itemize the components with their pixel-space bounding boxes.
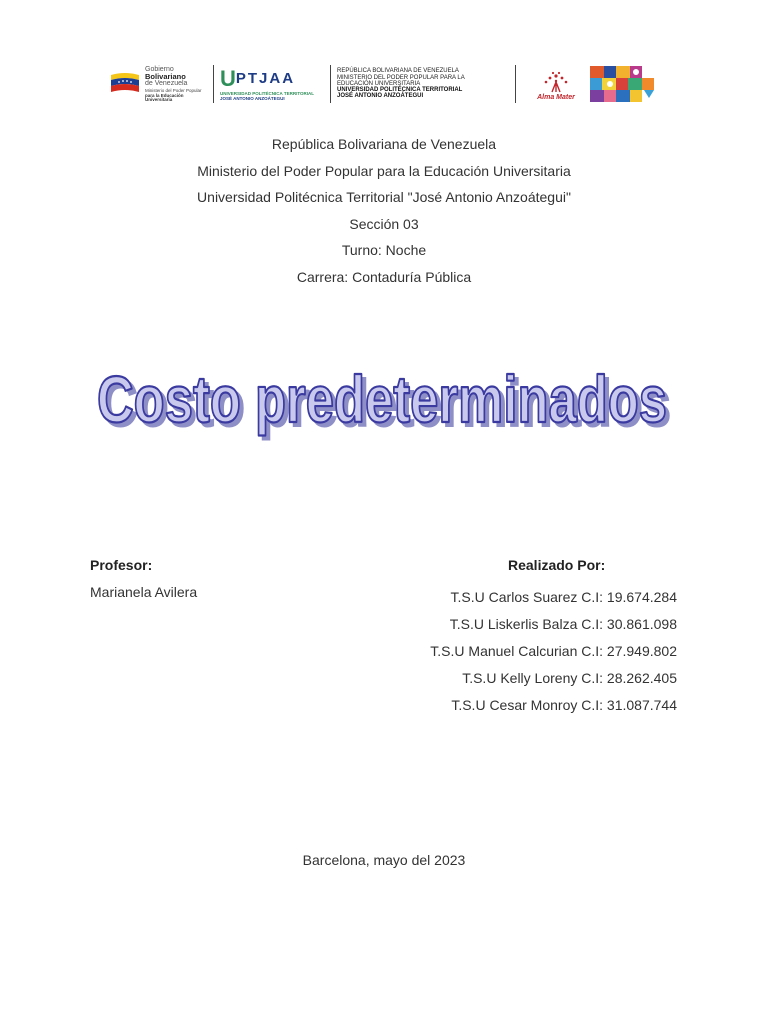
profesor-label: Profesor: xyxy=(90,557,153,573)
uptjaa-mark-text: PTJAA xyxy=(235,70,296,87)
document-header xyxy=(0,131,768,290)
alma-mater-logo xyxy=(528,64,584,104)
rbv-line2: MINISTERIO DEL PODER POPULAR PARA LA xyxy=(337,74,465,81)
university-line: Universidad Politécnica Territorial "José Antonio Anzoátegui" xyxy=(197,189,571,205)
country-line: República Bolivariana de Venezuela xyxy=(271,136,497,152)
gobierno-bolivariano-logo xyxy=(109,64,207,104)
author-item: T.S.U Kelly Loreny C.I: 28.262.405 xyxy=(462,670,677,686)
profesor-name: Marianela Avilera xyxy=(90,584,198,600)
gobierno-line3: de Venezuela xyxy=(145,80,188,87)
author-item: T.S.U Cesar Monroy C.I: 31.087.744 xyxy=(451,697,677,713)
place-and-date: Barcelona, mayo del 2023 xyxy=(302,852,466,868)
career-line: Carrera: Contaduría Pública xyxy=(296,268,472,285)
rbv-line4: UNIVERSIDAD POLITÉCNICA TERRITORIAL xyxy=(337,87,463,94)
logo-divider xyxy=(213,65,214,103)
venezuela-flag-emblem-icon xyxy=(109,71,141,97)
gobierno-line5: para la Educación Universitaria xyxy=(145,92,184,102)
gobierno-line1: Gobierno xyxy=(145,65,174,73)
author-item: T.S.U Liskerlis Balza C.I: 30.861.098 xyxy=(449,616,677,632)
uptjaa-mark-u: U xyxy=(220,65,236,91)
ministry-line: Ministerio del Poder Popular para la Educación Universitaria xyxy=(197,162,571,179)
rbv-line1: REPÚBLICA BOLIVARIANA DE VENEZUELA xyxy=(337,68,459,75)
uptjaa-subtitle-2: JOSÉ ANTONIO ANZOÁTEGUI xyxy=(220,95,285,101)
logo-banner xyxy=(109,62,659,106)
section-line: Sección 03 xyxy=(349,215,419,232)
title-text: Costo predeterminados xyxy=(97,362,667,436)
rbv-line3: EDUCACIÓN UNIVERSITARIA xyxy=(337,80,421,87)
alma-mater-tree-icon xyxy=(536,68,576,94)
uptjaa-logo xyxy=(220,64,324,104)
shift-line: Turno: Noche xyxy=(341,242,427,258)
authors-list xyxy=(430,584,677,719)
logo-divider xyxy=(515,65,516,103)
institution-text-block xyxy=(337,64,509,104)
author-item: T.S.U Carlos Suarez C.I: 19.674.284 xyxy=(450,589,677,605)
gobierno-line2: Bolivariano xyxy=(145,71,186,81)
rbv-line5: JOSÉ ANTONIO ANZOÁTEGUI xyxy=(337,93,424,100)
mosaic-art-logo xyxy=(590,64,658,104)
title-shadow: Costo predeterminados xyxy=(101,366,671,440)
alma-mater-label: Alma Mater xyxy=(537,93,575,101)
gobierno-line4: Ministerio del Poder Popular xyxy=(145,88,202,93)
realizado-por-label: Realizado Por: xyxy=(508,557,606,573)
logo-divider xyxy=(330,65,331,103)
author-item: T.S.U Manuel Calcurian C.I: 27.949.802 xyxy=(430,643,677,659)
uptjaa-subtitle-1: UNIVERSIDAD POLITÉCNICA TERRITORIAL xyxy=(220,90,315,96)
document-title xyxy=(90,360,690,450)
